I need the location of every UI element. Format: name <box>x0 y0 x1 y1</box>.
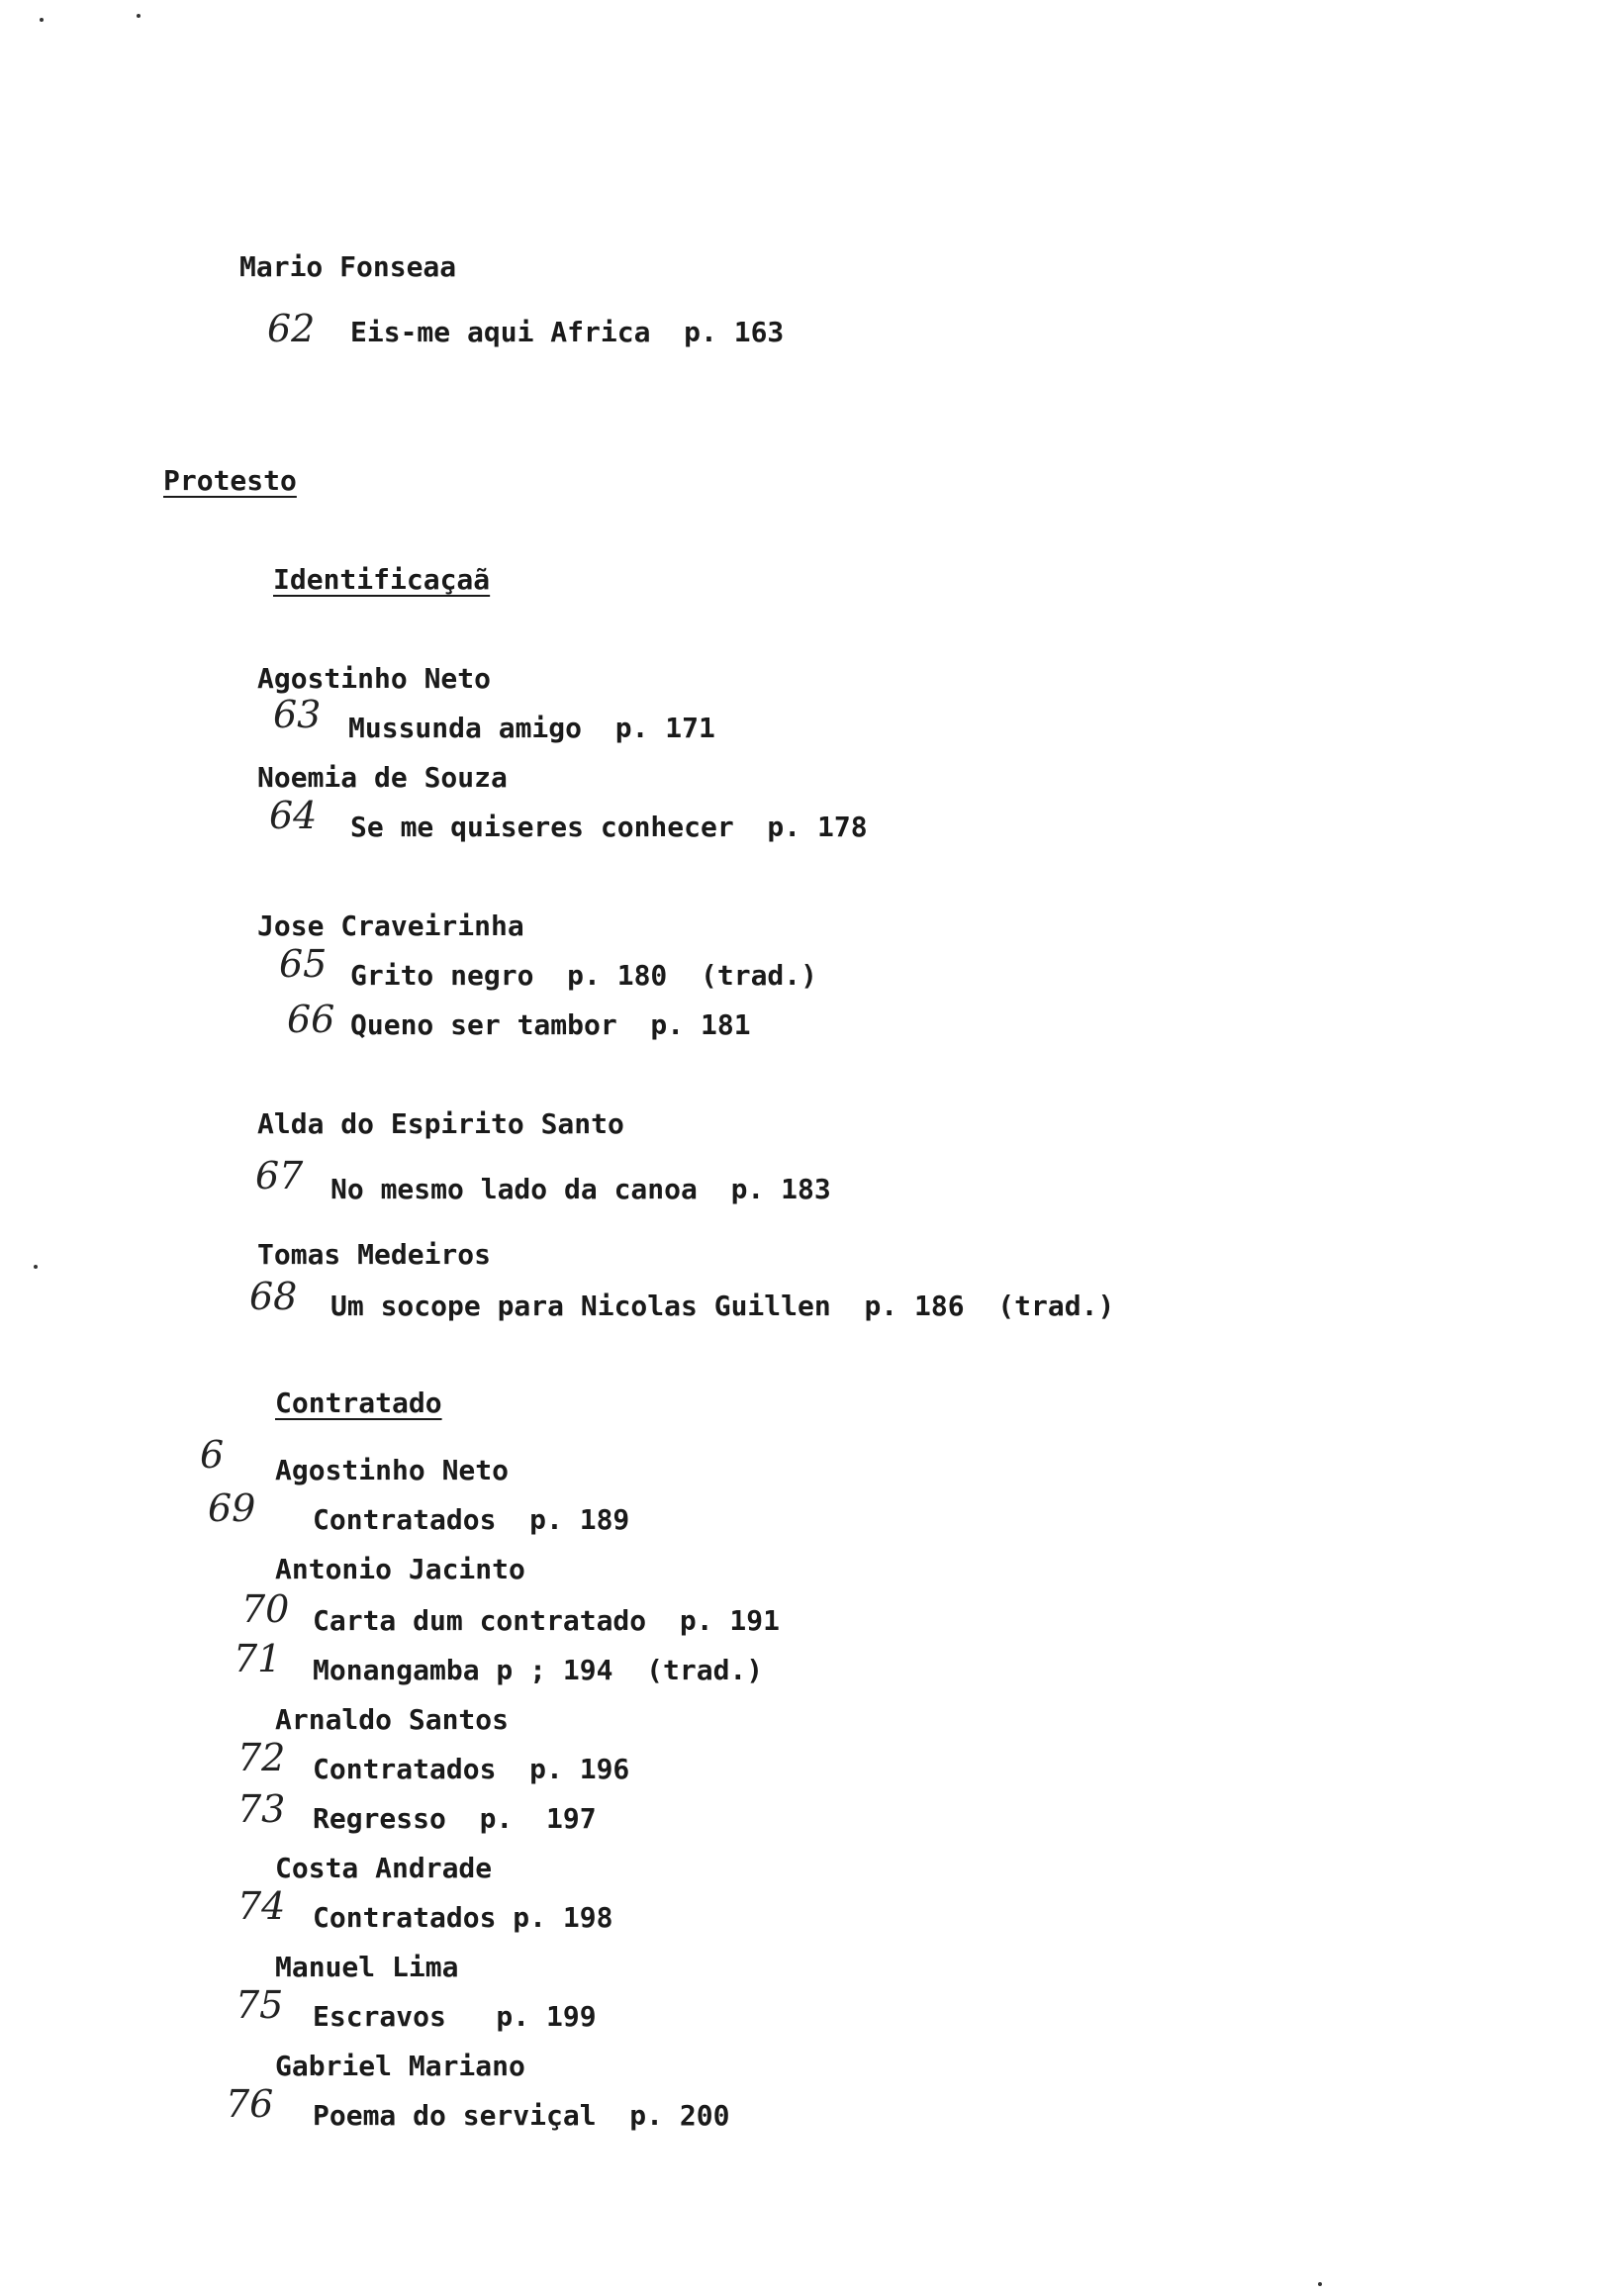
poem-entry: Contratados p. 189 <box>313 1503 630 1536</box>
poem-entry: Poema do serviçal p. 200 <box>313 2099 730 2132</box>
handwritten-number: 73 <box>237 1787 286 1831</box>
poem-entry: Contratados p. 196 <box>313 1753 630 1785</box>
handwritten-number: 70 <box>241 1587 290 1631</box>
subsection-heading: Contratado <box>275 1387 442 1419</box>
author-name: Mario Fonseaa <box>239 250 457 283</box>
scan-speck <box>34 1265 38 1269</box>
handwritten-number: 63 <box>273 693 322 736</box>
handwritten-number: 62 <box>267 307 316 350</box>
handwritten-number: 72 <box>237 1736 286 1779</box>
handwritten-number: 6 <box>200 1433 225 1477</box>
handwritten-number: 69 <box>208 1486 256 1530</box>
handwritten-number: 64 <box>269 794 318 837</box>
author-name: Noemia de Souza <box>257 761 508 794</box>
handwritten-number: 71 <box>234 1637 282 1680</box>
author-name: Agostinho Neto <box>257 662 492 695</box>
handwritten-number: 65 <box>279 942 328 986</box>
author-name: Antonio Jacinto <box>275 1553 525 1585</box>
poem-entry: Contratados p. 198 <box>313 1901 613 1934</box>
author-name: Manuel Lima <box>275 1951 459 1983</box>
poem-entry: Escravos p. 199 <box>313 2000 597 2033</box>
poem-entry: Queno ser tambor p. 181 <box>350 1008 751 1041</box>
author-name: Costa Andrade <box>275 1852 493 1884</box>
author-name: Tomas Medeiros <box>257 1238 492 1271</box>
scan-speck <box>40 18 44 22</box>
poem-entry: Um socope para Nicolas Guillen p. 186 (trad.) <box>330 1290 1115 1322</box>
handwritten-number: 66 <box>287 998 335 1041</box>
handwritten-number: 74 <box>237 1884 286 1928</box>
author-name: Arnaldo Santos <box>275 1703 510 1736</box>
handwritten-number: 76 <box>226 2082 274 2126</box>
poem-entry: Se me quiseres conhecer p. 178 <box>350 811 868 843</box>
author-name: Agostinho Neto <box>275 1454 510 1486</box>
author-name: Jose Craveirinha <box>257 909 524 942</box>
subsection-heading: Identificaçaã <box>273 563 491 596</box>
author-name: Alda do Espirito Santo <box>257 1107 624 1140</box>
scan-speck <box>137 14 141 18</box>
poem-entry: Grito negro p. 180 (trad.) <box>350 959 818 992</box>
poem-entry: Mussunda amigo p. 171 <box>348 712 715 744</box>
poem-entry: Eis-me aqui Africa p. 163 <box>350 316 785 348</box>
poem-entry: Monangamba p ; 194 (trad.) <box>313 1654 764 1686</box>
handwritten-number: 68 <box>249 1275 298 1318</box>
poem-entry: Regresso p. 197 <box>313 1802 597 1835</box>
author-name: Gabriel Mariano <box>275 2050 525 2082</box>
section-heading: Protesto <box>163 464 297 497</box>
poem-entry: Carta dum contratado p. 191 <box>313 1604 781 1637</box>
handwritten-number: 75 <box>235 1983 284 2027</box>
handwritten-number: 67 <box>255 1154 304 1197</box>
scan-speck <box>1318 2282 1322 2286</box>
poem-entry: No mesmo lado da canoa p. 183 <box>330 1173 831 1205</box>
